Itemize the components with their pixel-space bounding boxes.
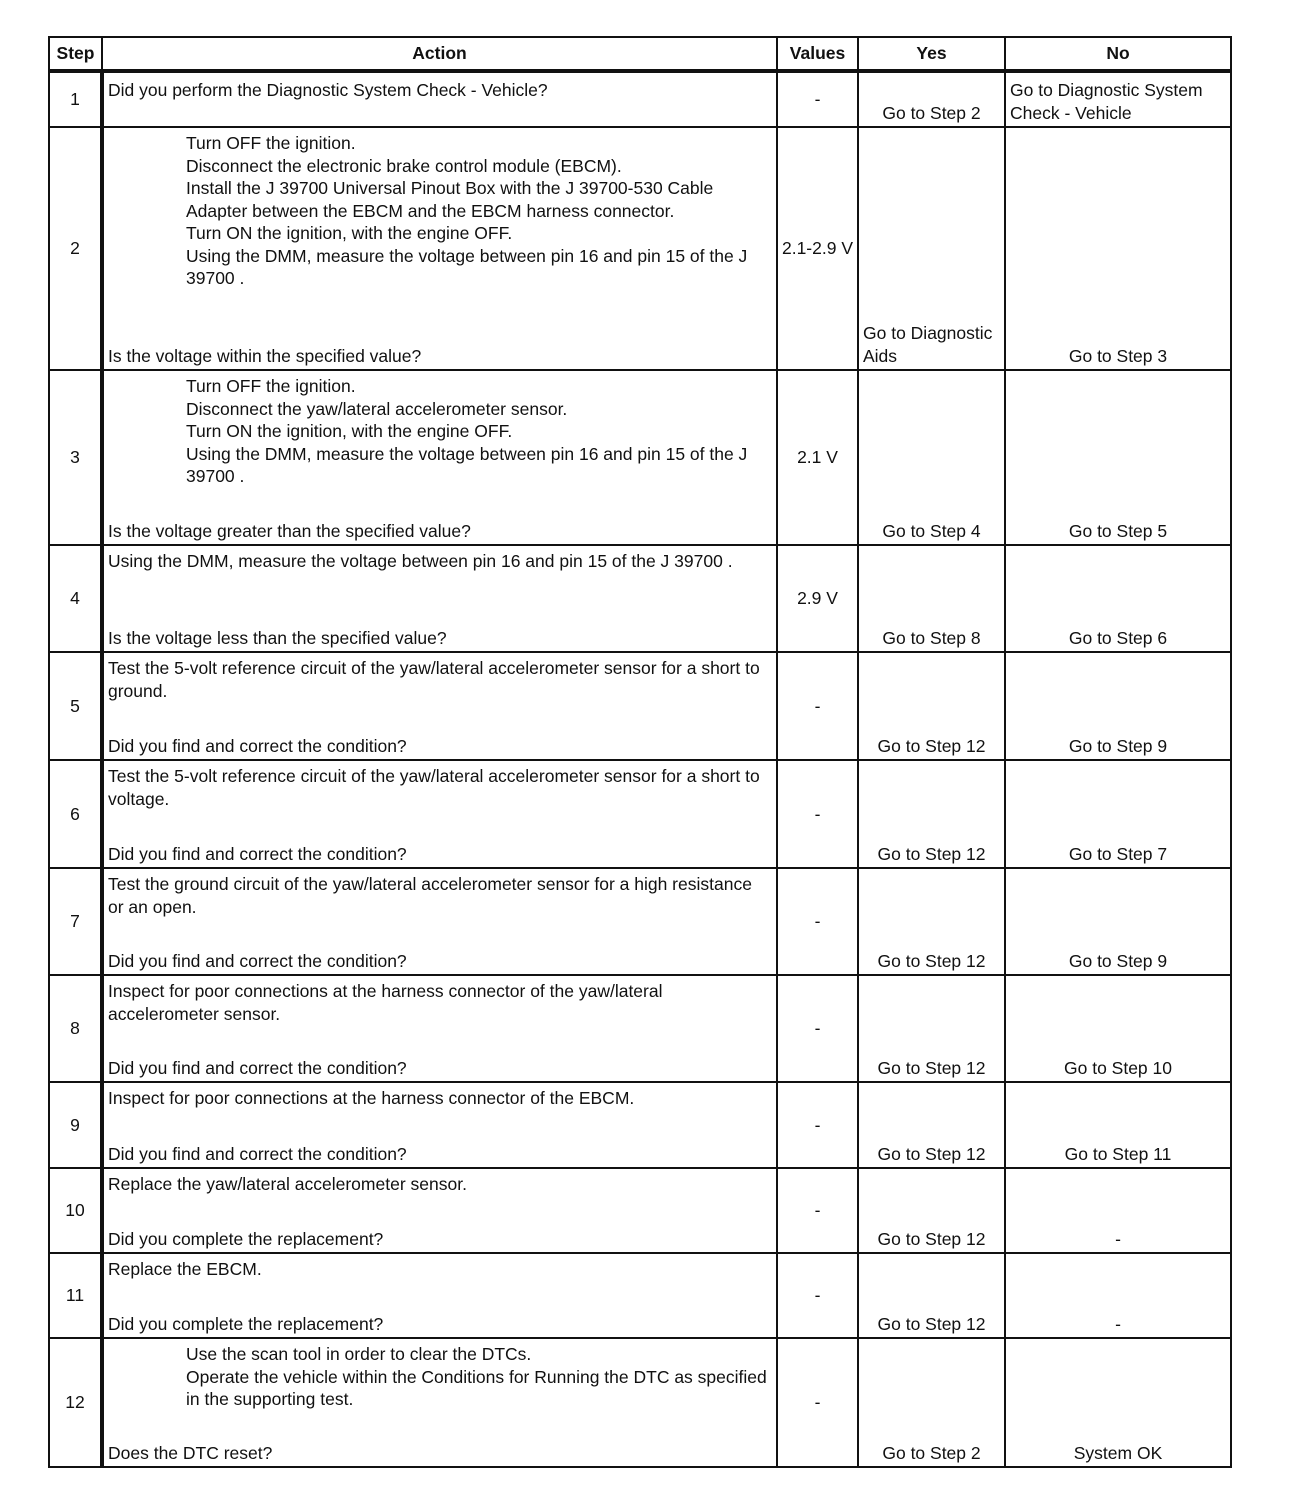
step-number: 7: [49, 868, 102, 975]
action-cell: [102, 1168, 777, 1253]
action-line: Replace the yaw/lateral accelerometer sensor.: [108, 1174, 467, 1194]
action-cell: [102, 1082, 777, 1168]
yes-cell: Go to Diagnostic Aids: [858, 127, 1005, 370]
no-cell: System OK: [1005, 1338, 1231, 1467]
action-line: Using the DMM, measure the voltage between pin 16 and pin 15 of the J 39700 .: [108, 551, 733, 571]
values-cell: 2.1-2.9 V: [777, 127, 858, 370]
step-number: 9: [49, 1082, 102, 1168]
action-line: Did you perform the Diagnostic System Check - Vehicle?: [108, 80, 548, 100]
action-question: Did you find and correct the condition?: [108, 950, 407, 971]
table-row: [49, 652, 1231, 760]
action-line: Inspect for poor connections at the harness connector of the EBCM.: [108, 1088, 635, 1108]
action-line: Turn OFF the ignition.: [186, 133, 356, 153]
action-cell: [102, 760, 777, 868]
action-line: Inspect for poor connections at the harness connector of the yaw/lateral accelerometer sensor.: [108, 981, 663, 1024]
step-number: 6: [49, 760, 102, 868]
action-question: Is the voltage less than the specified value?: [108, 627, 447, 648]
values-cell: -: [777, 760, 858, 868]
action-line: Turn ON the ignition, with the engine OFF.: [186, 223, 513, 243]
no-cell: -: [1005, 1168, 1231, 1253]
yes-cell: Go to Step 12: [858, 1082, 1005, 1168]
action-cell: [102, 71, 777, 127]
action-cell: [102, 652, 777, 760]
step-number: 8: [49, 975, 102, 1082]
step-number: 4: [49, 545, 102, 652]
action-cell: [102, 370, 777, 545]
table-row: [49, 71, 1231, 127]
header-values: Values: [777, 37, 858, 71]
step-number: 10: [49, 1168, 102, 1253]
values-cell: -: [777, 1168, 858, 1253]
no-cell: Go to Diagnostic System Check - Vehicle: [1005, 71, 1231, 127]
action-cell: [102, 545, 777, 652]
action-cell: [102, 127, 777, 370]
no-cell: Go to Step 11: [1005, 1082, 1231, 1168]
yes-cell: Go to Step 12: [858, 868, 1005, 975]
values-cell: 2.9 V: [777, 545, 858, 652]
yes-cell: Go to Step 2: [858, 1338, 1005, 1467]
header-step: Step: [49, 37, 102, 71]
values-cell: -: [777, 1253, 858, 1338]
values-cell: -: [777, 975, 858, 1082]
action-line: Test the 5-volt reference circuit of the yaw/lateral accelerometer sensor for a short to ground.: [108, 658, 760, 701]
action-line: Turn OFF the ignition.: [186, 376, 356, 396]
values-cell: 2.1 V: [777, 370, 858, 545]
table-row: [49, 1338, 1231, 1467]
values-cell: -: [777, 1082, 858, 1168]
yes-cell: Go to Step 12: [858, 1253, 1005, 1338]
action-line: Using the DMM, measure the voltage between pin 16 and pin 15 of the J 39700 .: [186, 245, 748, 288]
action-cell: [102, 868, 777, 975]
action-line: Disconnect the yaw/lateral accelerometer sensor.: [186, 398, 568, 419]
action-cell: [102, 975, 777, 1082]
table-row: [49, 975, 1231, 1082]
action-question: Is the voltage within the specified value?: [108, 345, 422, 366]
action-question: Did you find and correct the condition?: [108, 735, 407, 756]
no-cell: Go to Step 9: [1005, 868, 1231, 975]
values-cell: -: [777, 71, 858, 127]
step-number: 2: [49, 127, 102, 370]
yes-cell: Go to Step 12: [858, 652, 1005, 760]
action-line: Using the DMM, measure the voltage between pin 16 and pin 15 of the J 39700 .: [186, 443, 748, 486]
yes-cell: Go to Step 2: [858, 71, 1005, 127]
no-cell: Go to Step 5: [1005, 370, 1231, 545]
yes-cell: Go to Step 12: [858, 760, 1005, 868]
action-line: Disconnect the electronic brake control module (EBCM).: [186, 155, 622, 176]
no-cell: -: [1005, 1253, 1231, 1338]
action-question: Is the voltage greater than the specified value?: [108, 520, 471, 541]
no-cell: Go to Step 7: [1005, 760, 1231, 868]
step-number: 12: [49, 1338, 102, 1467]
action-line: Test the 5-volt reference circuit of the yaw/lateral accelerometer sensor for a short to voltage.: [108, 766, 760, 809]
values-cell: -: [777, 868, 858, 975]
step-number: 5: [49, 652, 102, 760]
yes-cell: Go to Step 8: [858, 545, 1005, 652]
action-question: Does the DTC reset?: [108, 1442, 273, 1463]
diagnostic-table: [48, 36, 1232, 1468]
table-row: [49, 760, 1231, 868]
action-line: Operate the vehicle within the Conditions for Running the DTC as specified in the supporting test.: [186, 1366, 767, 1409]
action-question: Did you complete the replacement?: [108, 1313, 384, 1334]
table-row: [49, 1253, 1231, 1338]
no-cell: Go to Step 10: [1005, 975, 1231, 1082]
step-number: 11: [49, 1253, 102, 1338]
header-action: Action: [102, 37, 777, 71]
action-question: Did you complete the replacement?: [108, 1228, 384, 1249]
no-cell: Go to Step 3: [1005, 127, 1231, 370]
values-cell: -: [777, 652, 858, 760]
table-row: [49, 1082, 1231, 1168]
action-question: Did you find and correct the condition?: [108, 843, 407, 864]
step-number: 3: [49, 370, 102, 545]
table-row: [49, 545, 1231, 652]
action-cell: [102, 1338, 777, 1467]
table-row: [49, 1168, 1231, 1253]
yes-cell: Go to Step 12: [858, 1168, 1005, 1253]
action-line: Install the J 39700 Universal Pinout Box with the J 39700-530 Cable Adapter between the EBCM and the EBCM harness connector.: [186, 178, 714, 221]
table-row: [49, 868, 1231, 975]
table-row: [49, 127, 1231, 370]
yes-cell: Go to Step 12: [858, 975, 1005, 1082]
table-row: [49, 370, 1231, 545]
action-cell: [102, 1253, 777, 1338]
header-yes: Yes: [858, 37, 1005, 71]
header-row: [49, 37, 1231, 71]
step-number: 1: [49, 71, 102, 127]
action-line: Test the ground circuit of the yaw/lateral accelerometer sensor for a high resistance or an open.: [108, 874, 752, 917]
no-cell: Go to Step 6: [1005, 545, 1231, 652]
action-line: Turn ON the ignition, with the engine OFF.: [186, 421, 513, 441]
header-no: No: [1005, 37, 1231, 71]
yes-cell: Go to Step 4: [858, 370, 1005, 545]
action-question: Did you find and correct the condition?: [108, 1143, 407, 1164]
action-question: Did you find and correct the condition?: [108, 1057, 407, 1078]
action-line: Use the scan tool in order to clear the DTCs.: [186, 1344, 532, 1364]
no-cell: Go to Step 9: [1005, 652, 1231, 760]
values-cell: -: [777, 1338, 858, 1467]
action-line: Replace the EBCM.: [108, 1259, 262, 1279]
